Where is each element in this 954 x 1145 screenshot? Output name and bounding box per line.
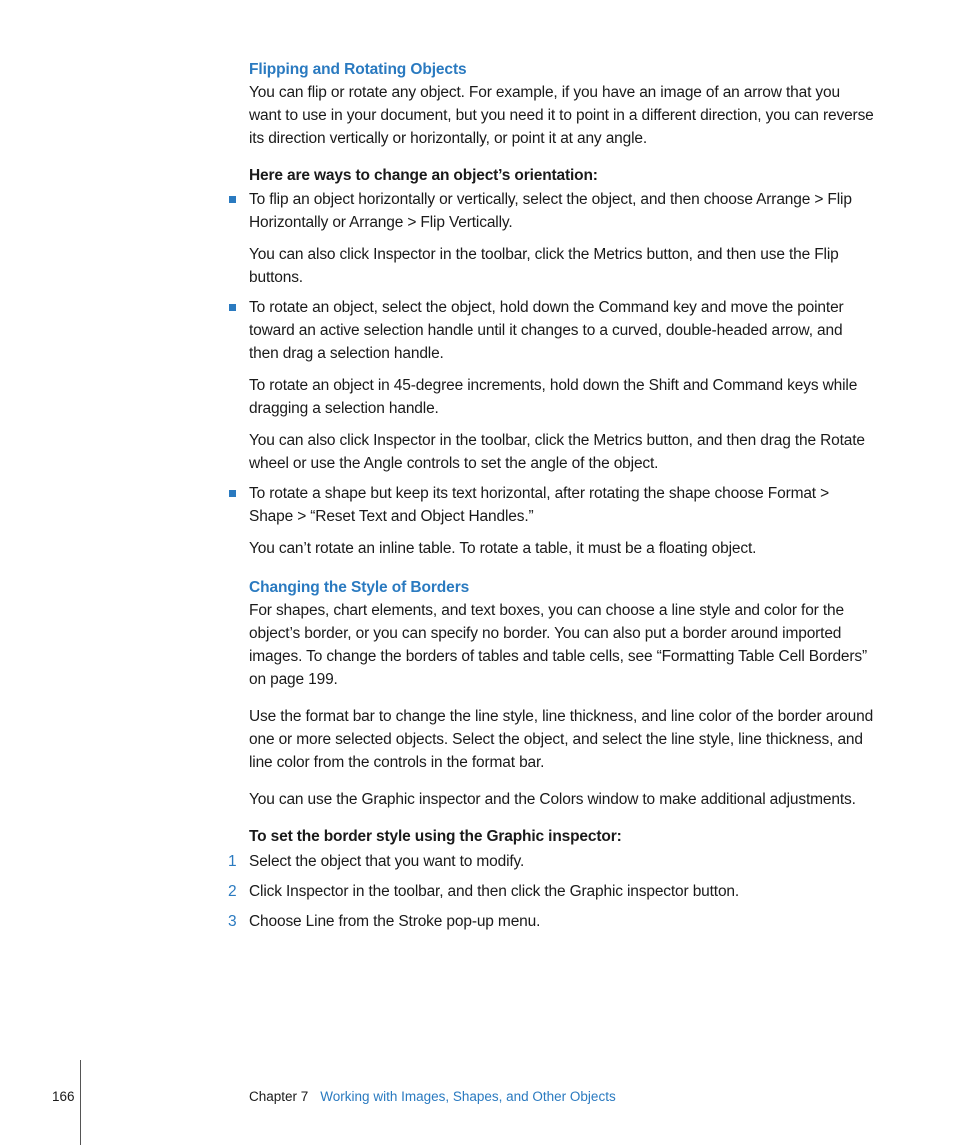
page-content [228, 58, 874, 933]
step-number: 1 [228, 853, 237, 870]
bullet-note: You can’t rotate an inline table. To rotate a table, it must be a floating object. [249, 540, 757, 557]
section-heading-borders: Changing the Style of Borders [249, 579, 470, 596]
step-item [228, 910, 874, 933]
step-text: Select the object that you want to modify. [249, 853, 525, 870]
borders-paragraph: For shapes, chart elements, and text boxes, you can choose a line style and color for the object’s border, or you can specify no border. You can also put a border around imported images. To change the borders of tables and table cells, see “Formatting Table Cell Borders” on page 199. [249, 602, 868, 688]
list-item [249, 188, 874, 234]
list-item [249, 296, 874, 365]
borders-paragraph: You can use the Graphic inspector and the Colors window to make additional adjustments. [249, 791, 856, 808]
bullet-text: To flip an object horizontally or vertically, select the object, and then choose Arrange > Flip Horizontally or Arrange > Flip Vertically. [249, 191, 852, 231]
step-number: 3 [228, 913, 237, 930]
bullet-marker [229, 304, 236, 311]
bullet-marker [229, 490, 236, 497]
bullet-note: You can also click Inspector in the toolbar, click the Metrics button, and then drag the Rotate wheel or use the Angle controls to set the angle of the object. [249, 432, 865, 472]
chapter-label: Chapter 7 [249, 1089, 309, 1104]
bullet-text: To rotate a shape but keep its text horizontal, after rotating the shape choose Format > Shape > “Reset Text and Object Handles.” [249, 485, 830, 525]
step-text: Choose Line from the Stroke pop-up menu. [249, 913, 541, 930]
chapter-title-link[interactable]: Working with Images, Shapes, and Other Objects [320, 1089, 616, 1104]
step-text: Click Inspector in the toolbar, and then click the Graphic inspector button. [249, 883, 740, 900]
section-heading-flipping-rotating: Flipping and Rotating Objects [249, 61, 467, 78]
bullet-note: To rotate an object in 45-degree increments, hold down the Shift and Command keys while dragging a selection handle. [249, 377, 858, 417]
border-style-lead: To set the border style using the Graphic inspector: [249, 828, 622, 845]
chapter-footer [249, 1088, 616, 1106]
bullet-text: To rotate an object, select the object, hold down the Command key and move the pointer toward an active selection handle until it changes to a curved, double-headed arrow, and then drag a selection handle. [249, 299, 844, 362]
list-item [249, 482, 874, 528]
page-number: 166 [52, 1089, 75, 1104]
intro-paragraph: You can flip or rotate any object. For example, if you have an image of an arrow that you want to use in your document, but you need it to point in a different direction, you can reverse its direction vertically or horizontally, or point it at any angle. [249, 84, 874, 147]
step-item [228, 880, 874, 903]
borders-paragraph: Use the format bar to change the line style, line thickness, and line color of the border around one or more selected objects. Select the object, and select the line style, line thickness, and line color from the controls in the format bar. [249, 708, 874, 771]
bullet-note: You can also click Inspector in the toolbar, click the Metrics button, and then use the Flip buttons. [249, 246, 839, 286]
bullet-marker [229, 196, 236, 203]
orientation-lead: Here are ways to change an object’s orientation: [249, 167, 598, 184]
footer-divider [80, 1060, 81, 1145]
step-item [228, 850, 874, 873]
step-number: 2 [228, 883, 237, 900]
